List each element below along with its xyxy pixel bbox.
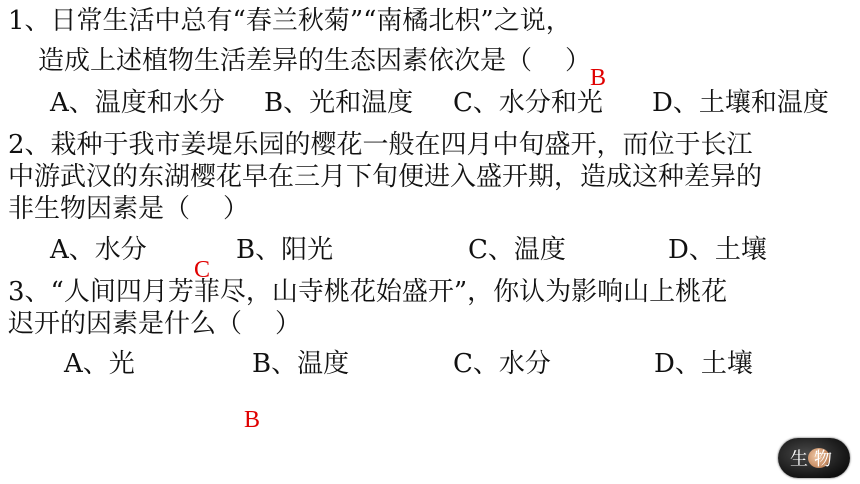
q2-stem-line3: 非生物因素是（ ） — [8, 194, 250, 224]
q1-stem-line1: 1、日常生活中总有“春兰秋菊”“南橘北枳”之说， — [8, 6, 572, 36]
q2-stem-line2: 中游武汉的东湖樱花早在三月下旬便进入盛开期，造成这种差异的 — [8, 162, 763, 192]
q3-answer: B — [244, 407, 261, 433]
q2-option-b: B、阳光 — [236, 235, 334, 265]
q1-stem-line2: 造成上述植物生活差异的生态因素依次是（ ） — [38, 46, 592, 76]
q1-option-d: D、土壤和温度 — [652, 88, 829, 118]
q1-option-c: C、水分和光 — [453, 88, 603, 118]
badge-label: 生物 — [790, 449, 838, 470]
subject-badge[interactable] — [778, 438, 850, 478]
q2-option-a: A、水分 — [50, 235, 147, 265]
q2-option-d: D、土壤 — [668, 235, 767, 265]
q3-option-d: D、土壤 — [654, 349, 753, 379]
q3-option-a: A、光 — [64, 349, 135, 379]
q1-option-b: B、光和温度 — [264, 88, 414, 118]
q3-stem-line1: 3、“人间四月芳菲尽，山寺桃花始盛开”，你认为影响山上桃花 — [8, 277, 728, 307]
q3-option-c: C、水分 — [453, 349, 551, 379]
q1-answer: B — [590, 65, 607, 91]
q2-answer: C — [194, 257, 211, 283]
q2-option-c: C、温度 — [468, 235, 566, 265]
q2-stem-line1: 2、栽种于我市姜堤乐园的樱花一般在四月中旬盛开，而位于长江 — [8, 130, 753, 160]
q3-stem-line2: 迟开的因素是什么（ ） — [8, 309, 302, 339]
q3-option-b: B、温度 — [252, 349, 350, 379]
q1-option-a: A、温度和水分 — [50, 88, 225, 118]
